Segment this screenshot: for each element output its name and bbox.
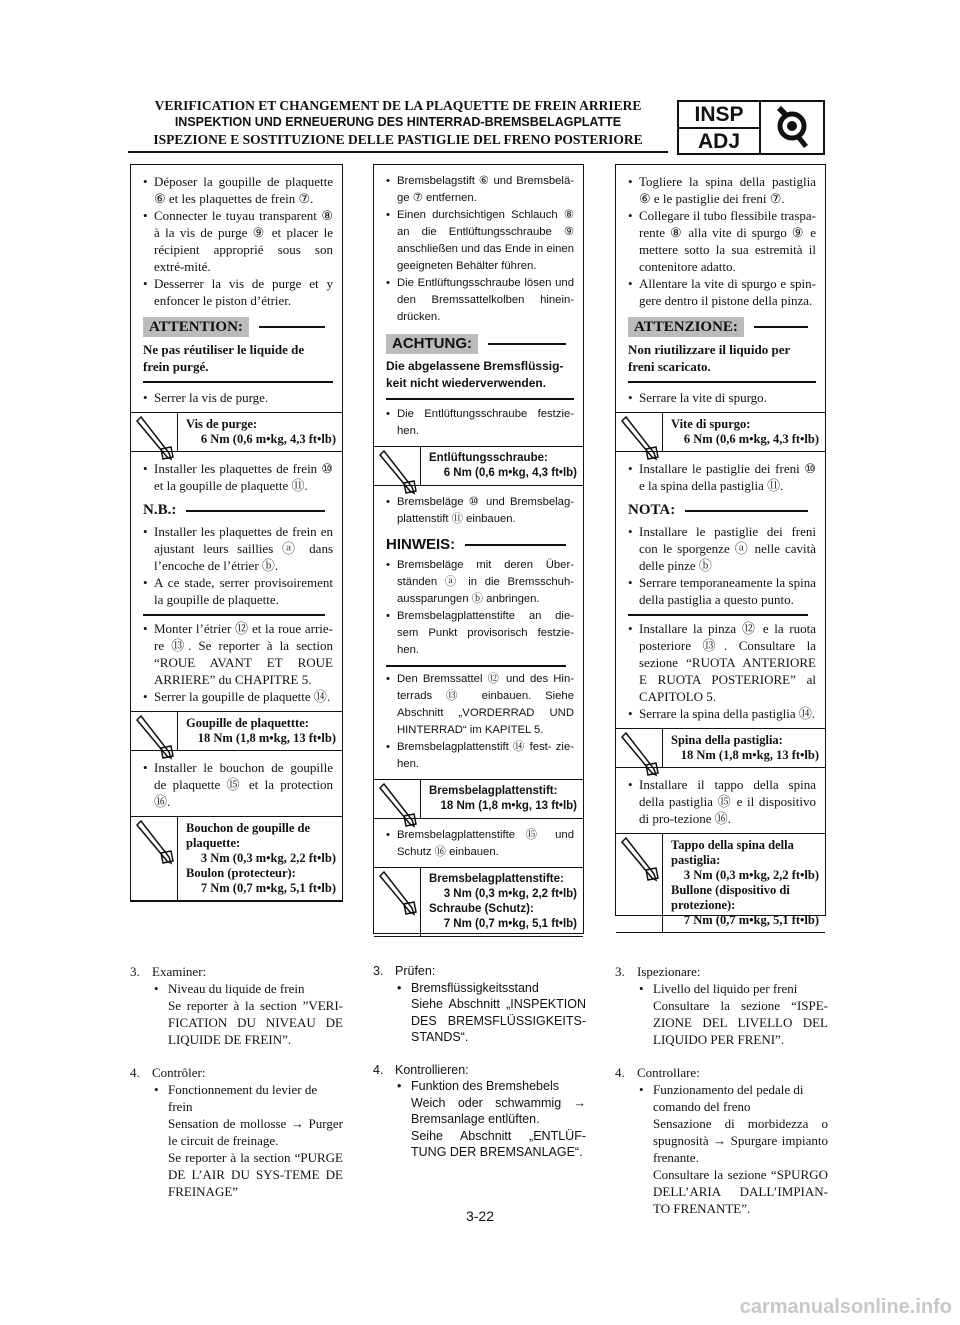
instruction-block [616,165,825,412]
header-title-fr: VERIFICATION ET CHANGEMENT DE LA PLAQUETTE DE FREIN ARRIERE [154,98,642,113]
bullet-dot: • [397,980,402,995]
bullet-text: Bremsbelagplattenstift ⑭ fest- zie-hen. [397,741,574,770]
step-item-text: Niveau du liquide de frein [168,981,305,996]
step-heading [615,963,828,980]
attention-label: ATTENTION: [143,317,249,337]
torque-label: Bremsbelagplattenstift: [429,785,558,797]
bullet-dot: • [386,408,390,420]
torque-wrench-icon [131,413,178,451]
step-item [615,1081,828,1115]
bullet-dot: • [143,524,148,539]
header-title-de: INSPEKTION UND ERNEUERUNG DES HINTERRAD-BREMSBELAGPLATTE [174,115,622,129]
attention-label: ATTENZIONE: [628,317,744,337]
bullet-item [628,705,816,722]
bullet-dot: • [386,610,390,622]
bullet-dot: • [639,981,644,996]
note-rule [186,510,325,512]
bullet-text: Installer les plaquettes de frein en ajustant leurs saillies ⓐ dans l’encoche de l’étrier ⓑ. [154,524,333,573]
page-number: 3-22 [465,1208,495,1224]
bullet-dot: • [143,575,148,590]
step-detail: Se reporter à la section “PURGE DE L’AIR DU SYS-TEME DE FREINAGE” [168,1150,343,1199]
steps-french [130,963,343,1200]
step-detail: Seihe Abschnitt „ENTLÜF-TUNG DER BREMSANLAGE“. [411,1128,586,1159]
torque-spec [131,711,342,751]
step-detail: Sensation de mollosse → Purger le circuit de freinage. [168,1116,343,1148]
torque-value: 18 Nm (1,8 m•kg, 13 ft•lb) [197,731,336,745]
attention-header [628,317,816,337]
bullet-item [386,608,574,659]
badge-bottom: ADJ [697,130,740,153]
step-heading [130,963,343,980]
instruction-block [374,165,583,446]
bullet-dot: • [628,524,633,539]
torque-value: 7 Nm (0,7 m•kg, 5,1 ft•lb) [443,918,577,930]
bullet-dot: • [628,706,633,721]
bullet-text: Serrare temporaneamente la spina della pastiglia a questo punto. [639,575,816,607]
torque-value: 3 Nm (0,3 m•kg, 2,2 ft•lb) [200,851,336,865]
bullet-item [143,389,333,406]
bullet-text: Bremsbelagstift ⑥ und Bremsbelä-ge ⑦ entfernen. [397,175,574,204]
torque-value: 3 Nm (0,3 m•kg, 2,2 ft•lb) [443,888,577,900]
torque-spec [616,728,825,768]
bullet-item [143,523,333,574]
step-heading [615,1064,828,1081]
torque-value: 6 Nm (0,6 m•kg, 4,3 ft•lb) [443,467,577,479]
bullet-text: Installer les plaquettes de frein ⑩ et la goupille de plaquette ⑪. [154,461,333,493]
step-number: 4. [130,1065,140,1080]
bullet-text: Togliere la spina della pastiglia ⑥ e le pastiglie dei freni ⑦. [639,174,816,206]
bullet-text: Installare le pastiglie dei freni con le sporgenze ⓐ nelle cavità delle pinze ⓑ [639,524,816,573]
bullet-text: A ce stade, serrer provisoirement la goupille de plaquette. [154,575,333,607]
bullet-dot: • [386,277,390,289]
bullet-dot: • [628,777,633,792]
bullet-text: Bremsbeläge ⑩ und Bremsbelag-plattenstift ⑪ einbauen. [397,496,574,525]
bullet-item [628,275,816,309]
step-title: Controllare: [637,1065,700,1080]
bullet-item [386,739,574,773]
step-title: Examiner: [152,964,207,979]
bullet-dot: • [628,208,633,223]
torque-spec [374,867,583,937]
bullet-item [143,688,333,705]
torque-wrench-icon [374,780,421,818]
bullet-dot: • [154,1082,159,1097]
bullet-item [628,523,816,574]
attention-rule [259,326,325,328]
bullet-text: Monter l’étrier ⑫ et la roue arrie-re ⑬. Se reporter à la section “ROUE AVANT ET ROUE ARRIERE” du CHAPITRE 5. [154,621,333,687]
torque-text [421,780,583,818]
torque-label: Bremsbelagplattenstifte: [429,873,564,885]
step-number: 3. [130,964,140,979]
torque-wrench-icon [374,447,421,485]
torque-label: Bouchon de goupille de plaquette: [186,821,310,850]
torque-text [421,868,583,936]
header-title-it: ISPEZIONE E SOSTITUZIONE DELLE PASTIGLIE DEL FRENO POSTERIORE [153,132,643,147]
bullet-text: Installare le pastiglie dei freni ⑩ e la spina della pastiglia ⑪. [639,461,816,493]
step-detail: Consultare la sezione “SPURGO DELL’ARIA DALL’IMPIAN-TO FRENANTE”. [653,1167,828,1216]
bullet-dot: • [628,174,633,189]
bullet-item [386,207,574,275]
torque-text [421,447,583,485]
step-item [615,980,828,997]
instruction-block [616,452,825,728]
step-detail: Weich oder schwammig → Bremsanlage entlüften. [411,1095,586,1126]
step-title: Kontrollieren: [395,1062,469,1077]
bullet-dot: • [628,461,633,476]
step-detail: Sensazione di morbidezza o spugnosità → Spurgare impianto frenante. [653,1116,828,1165]
torque-wrench-icon [131,712,178,750]
watermark: carmanualsonline.info [739,1296,952,1318]
bullet-text: Serrare la spina della pastiglia ⑭. [639,706,816,721]
step-item [130,980,343,997]
note-end-rule [628,614,808,616]
step-detail: Se reporter à la section ”VERI-FICATION DU NIVEAU DE LIQUIDE DE FREIN”. [168,998,343,1047]
bullet-dot: • [143,208,148,223]
note-label: HINWEIS: [386,536,456,553]
header-rule [128,151,668,153]
bullet-dot: • [386,829,390,841]
bullet-text: Die Entlüftungsschraube festzie-hen. [397,408,574,437]
torque-value: 7 Nm (0,7 m•kg, 5,1 ft•lb) [200,881,336,895]
step-heading [130,1064,343,1081]
bullet-dot: • [628,276,633,291]
torque-label: Boulon (protecteur): [186,866,296,880]
bullet-text: Bremsbeläge mit deren Über-ständen ⓐ in die Bremsschuh-aussparungen ⓑ anbringen. [397,559,574,605]
bullet-dot: • [143,689,148,704]
step-item [373,980,586,997]
torque-text [178,712,342,750]
torque-label: Schraube (Schutz): [429,903,534,915]
torque-text [663,729,825,767]
bullet-item [143,275,333,309]
bullet-text: Bremsbelagplattenstifte an die-sem Punkt provisorisch festzie-hen. [397,610,574,656]
torque-text [663,413,825,451]
bullet-item [143,574,333,608]
note-header [143,502,333,519]
note-header [386,536,574,553]
torque-wrench-icon [131,817,178,900]
bullet-dot: • [386,496,390,508]
attention-label: ACHTUNG: [386,334,478,354]
torque-value: 6 Nm (0,6 m•kg, 4,3 ft•lb) [200,432,336,446]
bullet-text: Desserrer la vis de purge et y enfoncer le piston d’étrier. [154,276,333,308]
note-header [628,502,816,519]
torque-value: 18 Nm (1,8 m•kg, 13 ft•lb) [440,800,577,812]
bullet-item [386,671,574,739]
bullet-item [628,389,816,406]
bullet-dot: • [143,174,148,189]
step-item [130,1081,343,1115]
torque-text [663,834,825,932]
note-rule [685,510,808,512]
wrench-magnifier-icon [761,102,823,153]
bullet-text: Serrer la goupille de plaquette ⑭. [154,689,331,704]
column-italian [615,164,826,927]
step-number: 4. [615,1065,625,1080]
torque-wrench-icon [374,868,421,936]
step-item-text: Funktion des Bremshebels [411,1079,559,1093]
step-detail: Siehe Abschnitt „INSPEKTION DES BREMSFLÜSSIGKEITS-STANDS“. [411,997,586,1044]
attention-text: Die abgelassene Bremsflüssig-keit nicht wiederverwenden. [386,358,574,400]
torque-value: 18 Nm (1,8 m•kg, 13 ft•lb) [680,748,819,762]
bullet-text: Serrer la vis de purge. [154,390,269,405]
bullet-dot: • [386,741,390,753]
instruction-block [131,165,342,412]
torque-label: Spina della pastiglia: [671,733,783,747]
torque-spec [131,412,342,452]
bullet-item [628,207,816,275]
torque-label: Tappo della spina della pastiglia: [671,838,794,867]
spacer [130,1048,343,1064]
step-number: 3. [615,964,625,979]
bullet-item [143,620,333,688]
bullet-item [628,574,816,608]
torque-label: Vis de purge: [186,417,258,431]
column-french [130,164,343,902]
bullet-text: Installare il tappo della spina della pastiglia ⑮ e il dispositivo di pro-tezione ⑯. [639,777,816,826]
torque-wrench-icon [616,834,663,932]
steps-german [373,963,586,1161]
torque-spec [131,816,342,901]
note-rule [465,544,566,546]
torque-wrench-icon [616,413,663,451]
torque-value: 7 Nm (0,7 m•kg, 5,1 ft•lb) [683,913,819,927]
bullet-text: Allentare la vite di spurgo e spin-gere dentro il pistone della pinza. [639,276,816,308]
torque-spec [616,412,825,452]
bullet-dot: • [397,1079,402,1093]
step-heading [373,1062,586,1079]
step-heading [373,963,586,980]
attention-header [143,317,333,337]
step-item-text: Fonctionnement du levier de frein [168,1082,318,1114]
note-end-rule [143,614,325,616]
badge-top: INSP [679,102,759,129]
bullet-dot: • [143,390,148,405]
bullet-item [386,275,574,326]
note-label: NOTA: [628,502,676,518]
bullet-item [628,620,816,705]
bullet-text: Bremsbelagplattenstifte ⑮ und Schutz ⑯ einbauen. [397,829,574,858]
note-label: N.B.: [143,502,177,518]
torque-spec [616,833,825,933]
bullet-item [386,557,574,608]
bullet-item [386,173,574,207]
bullet-text: Collegare il tubo flessibile traspa-rente ⑧ alla vite di spurgo ⑨ e mettere sotto la sua estremità il contenitore adatto. [639,208,816,274]
column-german [373,164,584,934]
bullet-item [143,173,333,207]
torque-label: Bullone (dispositivo di protezione): [671,883,790,912]
bullet-text: Connecter le tuyau transparent ⑧ à la vis de purge ⑨ et placer le récipient approprié sous son extré-mité. [154,208,333,274]
step-item-text: Funzionamento del pedale di comando del freno [653,1082,804,1114]
torque-label: Vite di spurgo: [671,417,751,431]
torque-spec [374,779,583,819]
attention-rule [754,326,808,328]
bullet-text: Installer le bouchon de goupille de plaquette ⑮ et la protection ⑯. [154,760,333,809]
bullet-dot: • [143,760,148,775]
instruction-block [374,486,583,779]
bullet-text: Installare la pinza ⑫ e la ruota posteriore ⑬. Consultare la sezione “RUOTA ANTERIORE E RUOTA POSTERIORE” al CAPITOLO 5. [639,621,816,704]
page-header [128,97,668,148]
bullet-dot: • [628,390,633,405]
spacer [615,1048,828,1064]
step-detail: Consultare la sezione “ISPE-ZIONE DEL LIVELLO DEL LIQUIDO PER FRENI”. [653,998,828,1047]
instruction-block [131,452,342,711]
bullet-text: Serrare la vite di spurgo. [639,390,767,405]
attention-rule [488,343,566,345]
step-number: 4. [373,1062,384,1077]
bullet-text: Den Bremssattel ⑫ und des Hin-terrads ⑬ einbauen. Siehe Abschnitt „VORDERRAD UND HINTERRAD“ im KAPITEL 5. [397,673,574,736]
bullet-dot: • [628,575,633,590]
torque-label: Entlüftungsschraube: [429,452,548,464]
steps-italian [615,963,828,1217]
badge-text [679,102,761,153]
torque-text [178,413,342,451]
torque-spec [374,446,583,486]
bullet-text: Déposer la goupille de plaquette ⑥ et les plaquettes de frein ⑦. [154,174,333,206]
bullet-dot: • [143,276,148,291]
bullet-dot: • [386,559,390,571]
bullet-dot: • [143,621,148,636]
step-item-text: Livello del liquido per freni [653,981,798,996]
attention-header [386,334,574,354]
section-badge [677,100,825,155]
step-item [373,1078,586,1095]
step-number: 3. [373,964,384,978]
step-title: Prüfen: [395,964,436,978]
torque-value: 6 Nm (0,6 m•kg, 4,3 ft•lb) [683,432,819,446]
attention-text: Ne pas réutiliser le liquide de frein purgé. [143,341,333,383]
torque-text [178,817,342,900]
bullet-dot: • [628,621,633,636]
spacer [373,1046,586,1062]
bullet-dot: • [386,673,390,685]
torque-label: Goupille de plaquettte: [186,716,309,730]
bullet-dot: • [143,461,148,476]
torque-wrench-icon [616,729,663,767]
bullet-item [386,406,574,440]
bullet-dot: • [639,1082,644,1097]
step-item-text: Bremsflüssigkeitsstand [411,980,539,995]
torque-value: 3 Nm (0,3 m•kg, 2,2 ft•lb) [683,868,819,882]
bullet-text: Die Entlüftungsschraube lösen und den Bremssattelkolben hinein-drücken. [397,277,574,323]
bullet-text: Einen durchsichtigen Schlauch ⑧ an die Entlüftungsschraube ⑨ anschließen und das Ende in einen geeigneten Behälter führen. [397,209,574,272]
bullet-dot: • [154,981,159,996]
bullet-item [143,207,333,275]
step-title: Ispezionare: [637,964,701,979]
bullet-dot: • [386,209,390,221]
attention-text: Non riutilizzare il liquido per freni scaricato. [628,341,816,383]
bullet-dot: • [386,175,390,187]
step-title: Contrôler: [152,1065,206,1080]
bullet-item [628,173,816,207]
note-end-rule [386,665,566,667]
